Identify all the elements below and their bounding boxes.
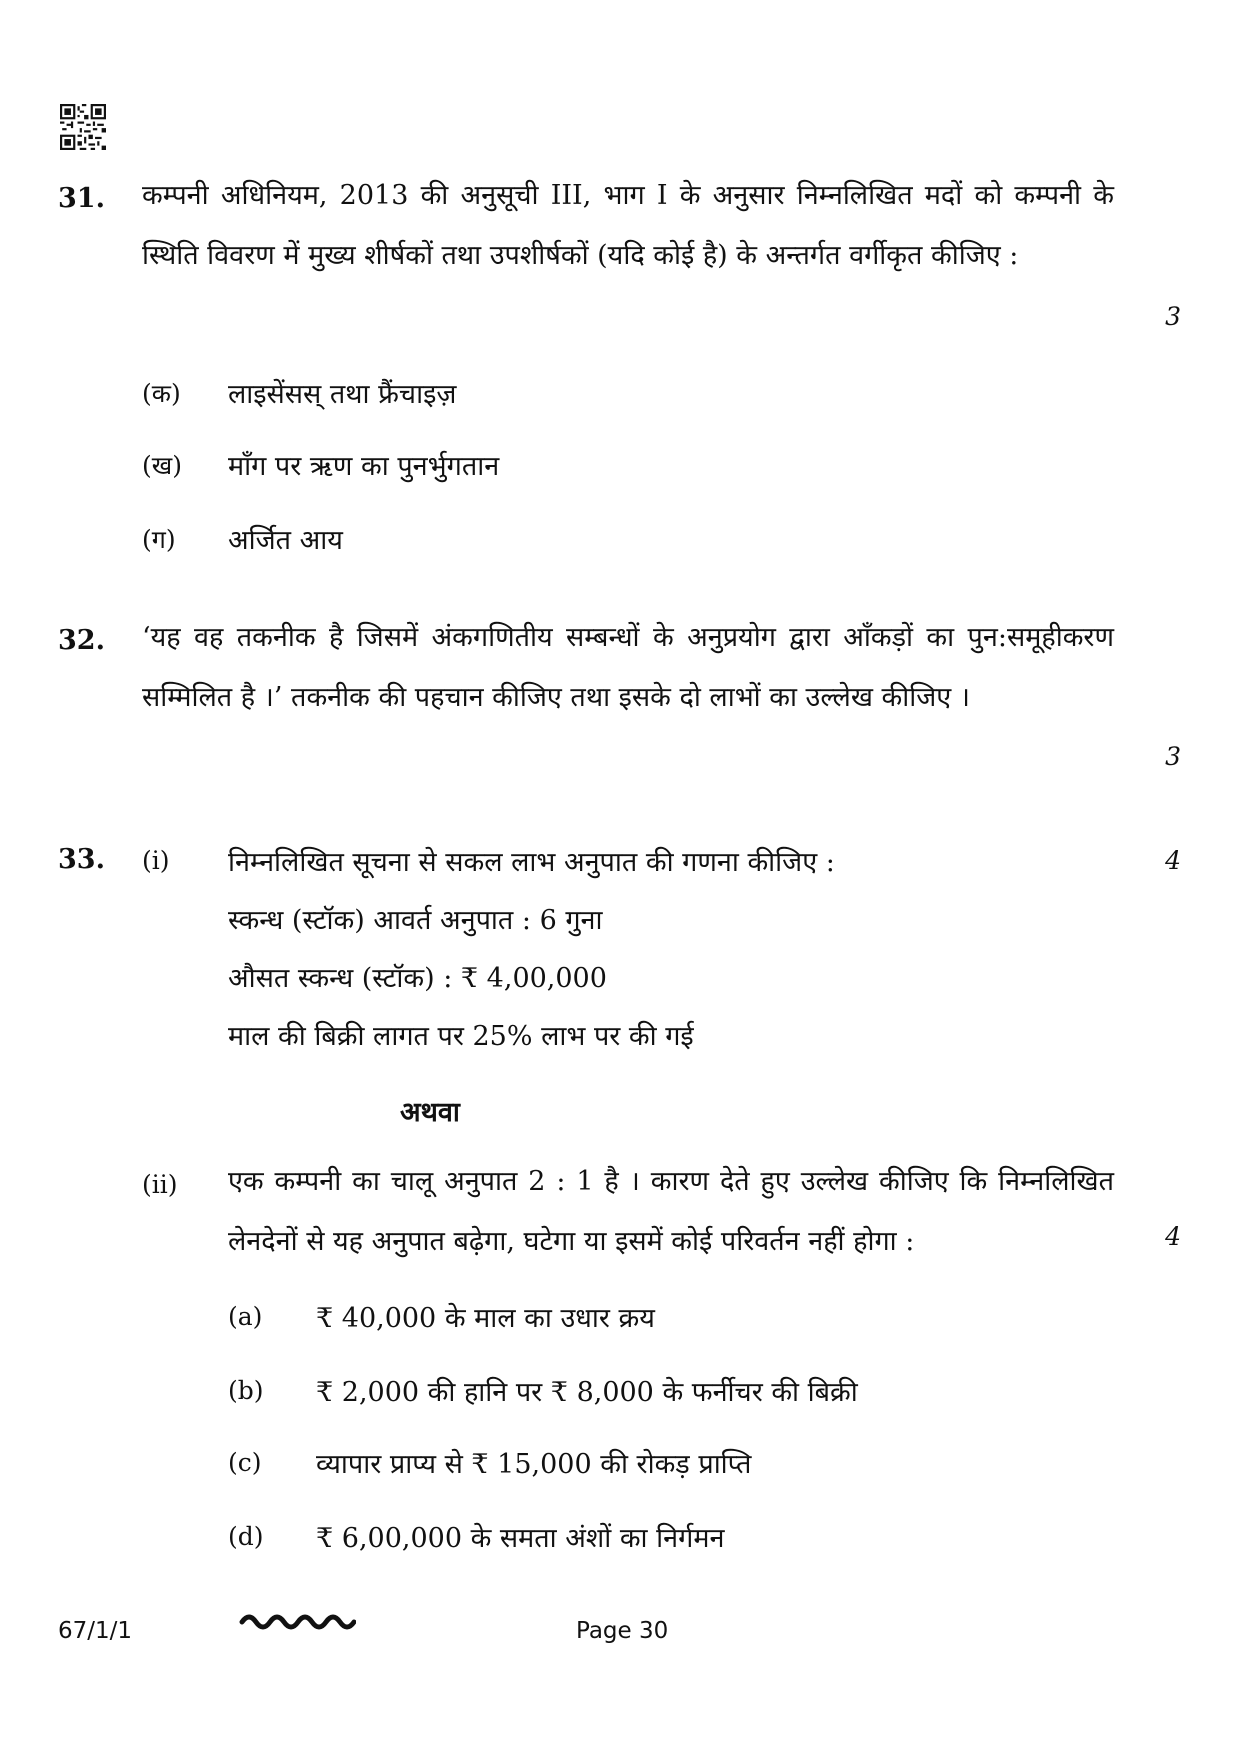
- q31-item-text: माँग पर ऋण का पुनर्भुगतान: [228, 451, 500, 482]
- page-number: Page 30: [576, 1618, 669, 1644]
- q33-part-1-line: माल की बिक्री लागत पर 25% लाभ पर की गई: [228, 1021, 694, 1052]
- q33-sub-item-label: (d): [228, 1522, 264, 1551]
- q33-part-2-label: (ii): [142, 1170, 178, 1199]
- question-32-marks: 3: [1165, 742, 1181, 771]
- q33-part-1-line: निम्नलिखित सूचना से सकल लाभ अनुपात की गणना कीजिए :: [228, 847, 835, 878]
- q31-item-label: (क): [142, 379, 181, 408]
- question-31-text: कम्पनी अधिनियम, 2013 की अनुसूची III, भाग I के अनुसार निम्नलिखित मदों को कम्पनी के स्थिति विवरण में मुख्य शीर्षकों तथा उपशीर्षकों (यदि कोई है) के अन्तर्गत वर्गीकृत कीजिए :: [142, 180, 1114, 271]
- question-31-marks: 3: [1165, 302, 1181, 331]
- q33-part-2-marks: 4: [1165, 1222, 1181, 1251]
- q33-sub-item-text: ₹ 40,000 के माल का उधार क्रय: [316, 1303, 655, 1334]
- q33-part-1-line: स्कन्ध (स्टॉक) आवर्त अनुपात : 6 गुना: [228, 905, 603, 936]
- q33-part-1-label: (i): [142, 846, 170, 875]
- q33-part-1-line: औसत स्कन्ध (स्टॉक) : ₹ 4,00,000: [228, 963, 607, 994]
- paper-code: 67/1/1: [58, 1618, 133, 1644]
- q31-item-label: (ख): [142, 451, 182, 480]
- q33-sub-item-text: ₹ 2,000 की हानि पर ₹ 8,000 के फर्नीचर की बिक्री: [316, 1377, 858, 1408]
- q33-sub-item-label: (b): [228, 1376, 264, 1405]
- q33-part-1-marks: 4: [1165, 846, 1181, 875]
- qr-code-icon: [60, 104, 106, 150]
- q31-item-text: अर्जित आय: [228, 525, 343, 556]
- question-32-text: ‘यह वह तकनीक है जिसमें अंकगणितीय सम्बन्धों के अनुप्रयोग द्वारा आँकड़ों का पुन:समूहीकरण सम्मिलित है ।’ तकनीक की पहचान कीजिए तथा इसके दो लाभों का उल्लेख कीजिए ।: [142, 622, 1114, 713]
- q31-item-label: (ग): [142, 525, 176, 554]
- or-separator: अथवा: [400, 1097, 460, 1128]
- question-33-number: 33.: [58, 844, 105, 875]
- q33-sub-item-label: (c): [228, 1448, 262, 1477]
- q33-sub-item-text: ₹ 6,00,000 के समता अंशों का निर्गमन: [316, 1523, 725, 1554]
- q33-part-2-text: एक कम्पनी का चालू अनुपात 2 : 1 है । कारण देते हुए उल्लेख कीजिए कि निम्नलिखित लेनदेनों से यह अनुपात बढ़ेगा, घटेगा या इसमें कोई परिवर्तन नहीं होगा :: [228, 1166, 1114, 1257]
- q33-sub-item-text: व्यापार प्राप्य से ₹ 15,000 की रोकड़ प्राप्ति: [316, 1449, 752, 1480]
- question-31-number: 31.: [58, 183, 105, 214]
- q31-item-text: लाइसेंसस् तथा फ्रैंचाइज़: [228, 379, 457, 410]
- question-32-number: 32.: [58, 625, 105, 656]
- tilde-ornament-icon: [238, 1604, 356, 1634]
- q33-sub-item-label: (a): [228, 1302, 263, 1331]
